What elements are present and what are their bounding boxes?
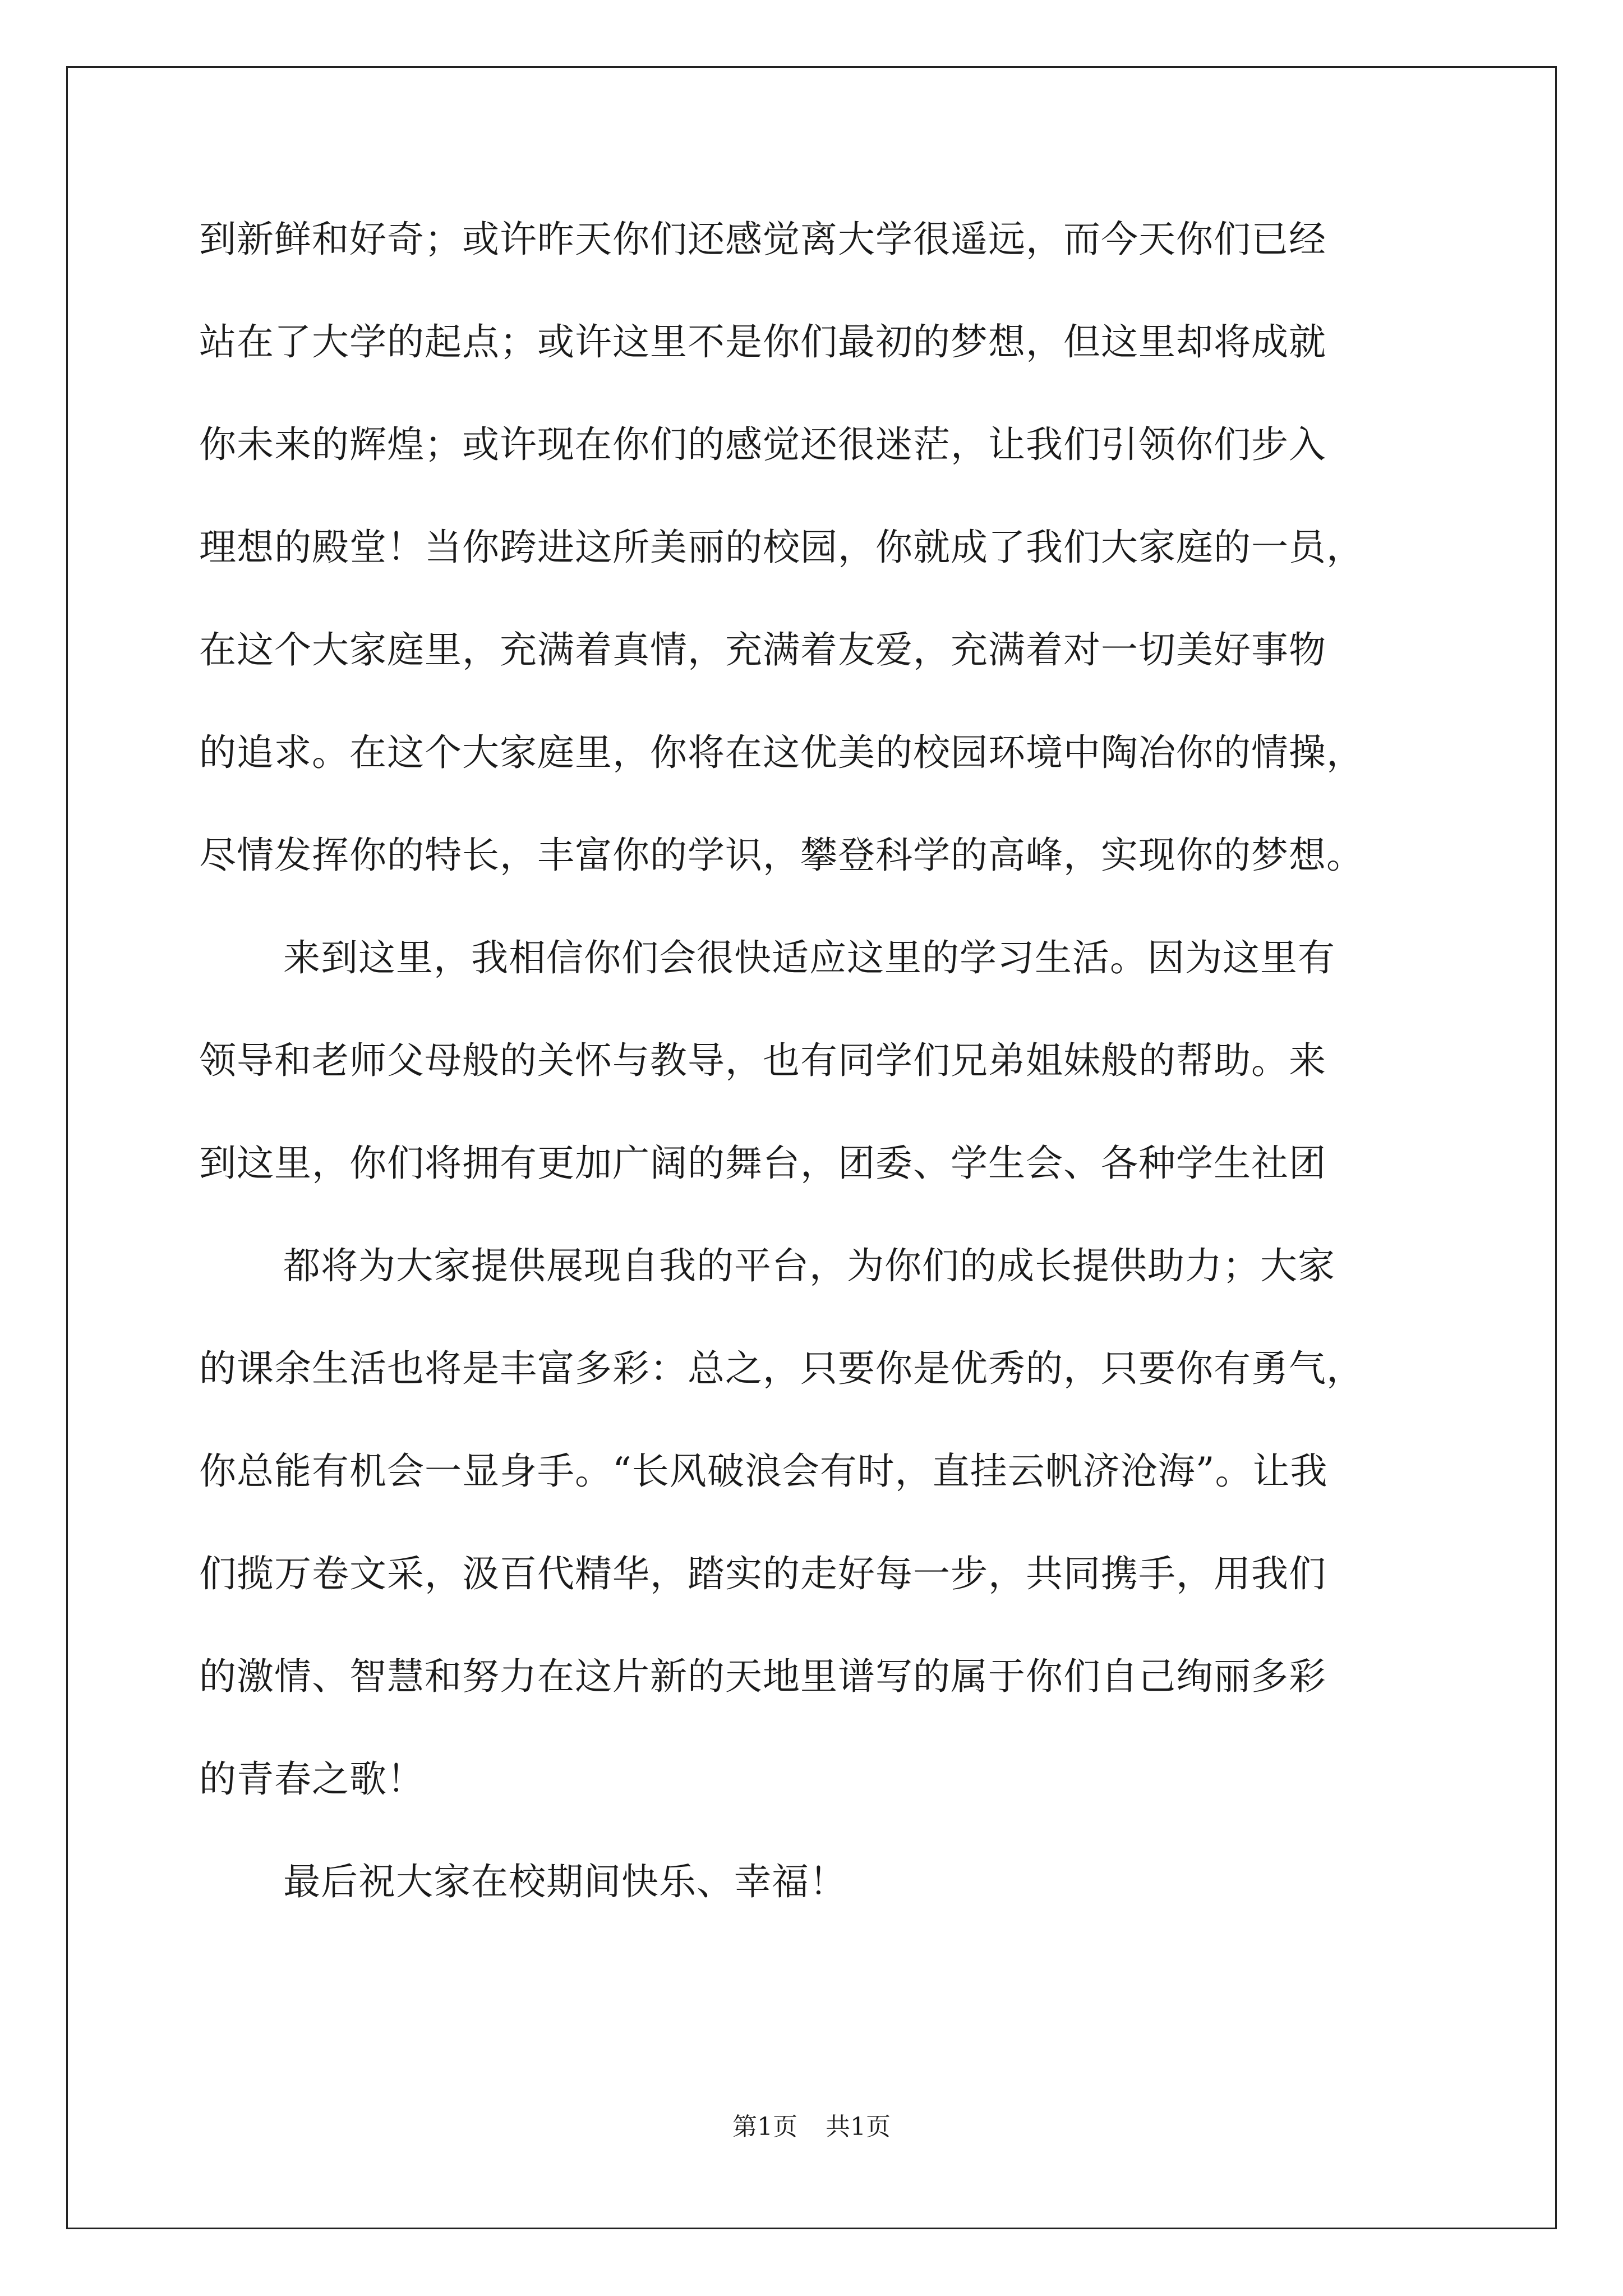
text-line: 理想的殿堂！当你跨进这所美丽的校园，你就成了我们大家庭的一员， [199, 526, 1364, 569]
text-line: 的课余生活也将是丰富多彩：总之，只要你是优秀的，只要你有勇气， [199, 1347, 1364, 1390]
text-line: 在这个大家庭里，充满着真情，充满着友爱，充满着对一切美好事物 [199, 628, 1326, 671]
text-line: 到这里，你们将拥有更加广阔的舞台，团委、学生会、各种学生社团 [199, 1142, 1326, 1185]
text-line: 站在了大学的起点；或许这里不是你们最初的梦想，但这里却将成就 [199, 320, 1326, 364]
text-line: 领导和老师父母般的关怀与教导，也有同学们兄弟姐妹般的帮助。来 [199, 1039, 1326, 1082]
page-number-total: 共1页 [826, 2113, 891, 2141]
text-line: 的追求。在这个大家庭里，你将在这优美的校园环境中陶冶你的情操， [199, 731, 1364, 774]
text-line: 的激情、智慧和努力在这片新的天地里谱写的属于你们自己绚丽多彩 [199, 1655, 1326, 1698]
closing-line: 最后祝大家在校期间快乐、幸福！ [283, 1860, 847, 1903]
text-line: 你总能有机会一显身手。“长风破浪会有时，直挂云帆济沧海”。让我 [199, 1450, 1328, 1493]
text-line: 的青春之歌！ [199, 1757, 425, 1801]
text-line: 你未来的辉煌；或许现在你们的感觉还很迷茫，让我们引领你们步入 [199, 423, 1326, 466]
text-line: 们揽万卷文采，汲百代精华，踏实的走好每一步，共同携手，用我们 [199, 1552, 1326, 1595]
page-footer [0, 2110, 1623, 2144]
text-line: 到新鲜和好奇；或许昨天你们还感觉离大学很遥远，而今天你们已经 [199, 218, 1326, 261]
paragraph-start-line: 都将为大家提供展现自我的平台，为你们的成长提供助力；大家 [283, 1244, 1335, 1287]
paragraph-start-line: 来到这里，我相信你们会很快适应这里的学习生活。因为这里有 [283, 936, 1335, 979]
document-body [199, 209, 1461, 1954]
text-line: 尽情发挥你的特长，丰富你的学识，攀登科学的高峰，实现你的梦想。 [199, 834, 1364, 877]
page-number-current: 第1页 [732, 2113, 797, 2141]
